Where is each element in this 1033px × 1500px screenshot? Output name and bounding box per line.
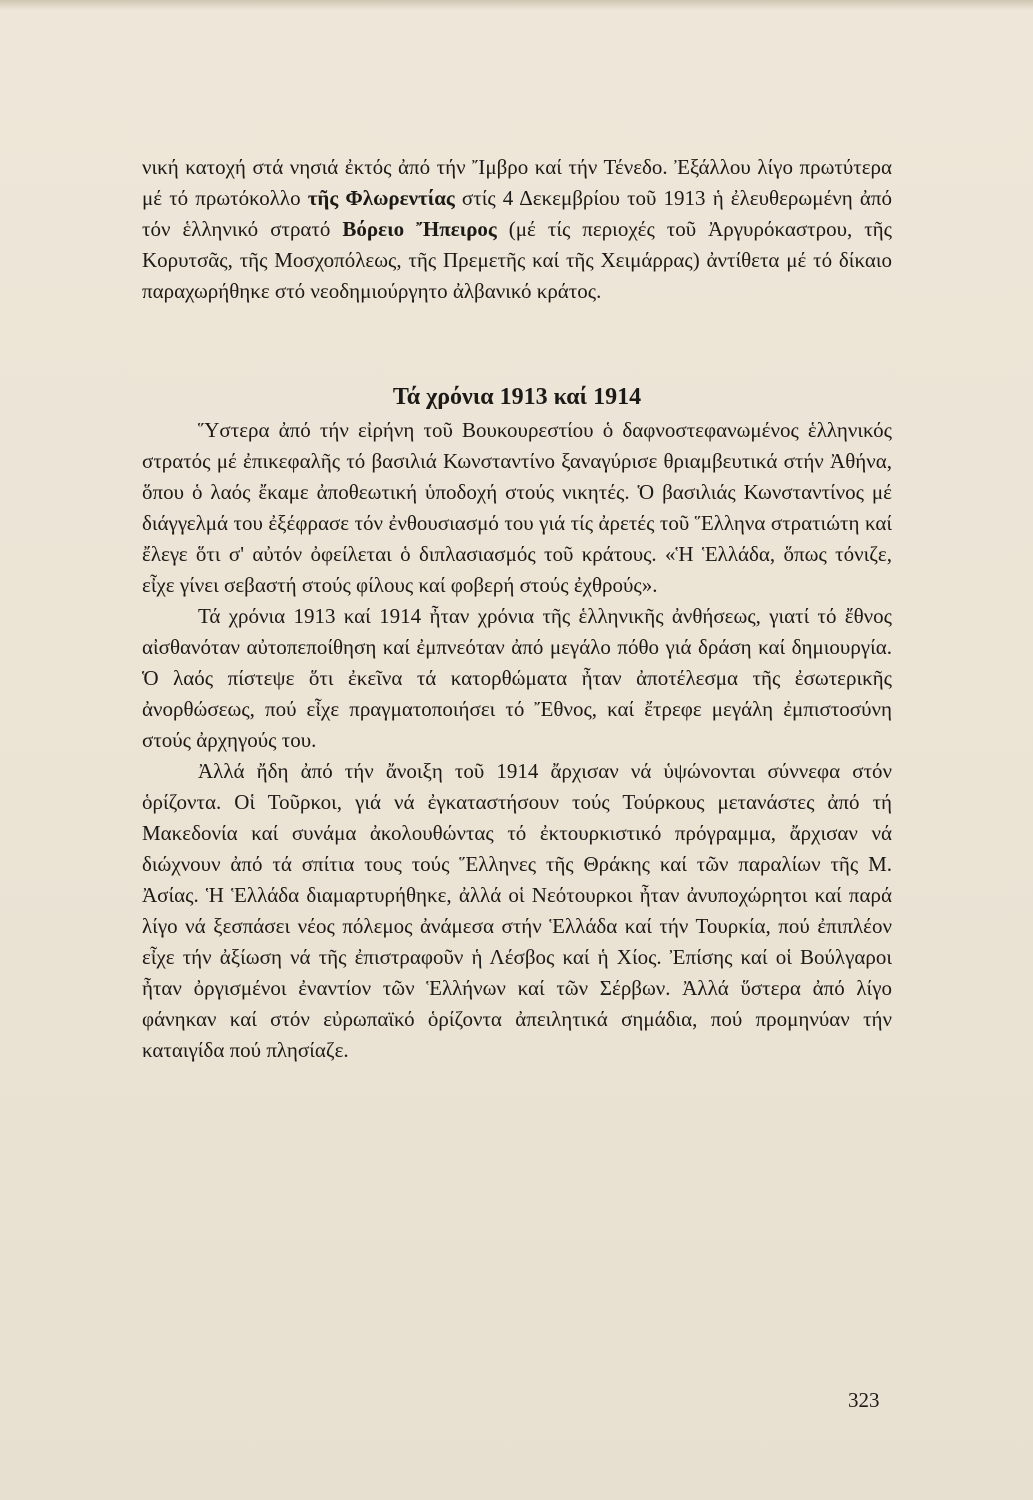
paragraph-4: Ἀλλά ἤδη ἀπό τήν ἄνοιξη τοῦ 1914 ἄρχισαν νά ὑψώνονται σύννεφα στόν ὁρίζοντα. Οἱ Τοῦρκοι, γιά νά ἐγκαταστήσουν τούς Τούρκους μετανάστες ἀπό τή Μακεδονία καί συνάμα ἀκολουθώντας τό ἐκτουρκιστικό πρόγραμμα, ἄρχισαν νά διώχνουν ἀπό τά σπίτια τους τούς Ἕλληνες τῆς Θράκης καί τῶν παραλίων τῆς Μ. Ἀσίας. Ἡ Ἑλλάδα διαμαρτυρήθηκε, ἀλλά οἱ Νεότουρκοι ἦταν ἀνυποχώρητοι καί παρά λίγο νά ξεσπάσει νέος πόλεμος ἀνάμεσα στήν Ἑλλάδα καί τήν Τουρκία, πού ἐπιπλέον εἶχε τήν ἀξίωση νά τῆς ἐπιστραφοῦν ἡ Λέσβος καί ἡ Χίος. Ἐπίσης καί οἱ Βούλγαροι ἦταν ὀργισμένοι ἐναντίον τῶν Ἑλλήνων καί τῶν Σέρβων. Ἀλλά ὕστερα ἀπό λίγο φάνηκαν καί στόν εὐρωπαϊκό ὁρίζοντα ἀπειλητικά σημάδια, πού προμηνύαν τήν καταιγίδα πού πλησίαζε. [142, 759, 892, 1062]
paragraph-3: Τά χρόνια 1913 καί 1914 ἦταν χρόνια τῆς ἑλληνικῆς ἀνθήσεως, γιατί τό ἔθνος αἰσθανόταν αὐτοπεποίθηση καί ἐμπνεόταν ἀπό μεγάλο πόθο γιά δράση καί δημιουργία. Ὁ λαός πίστεψε ὅτι ἐκεῖνα τά κατορθώματα ἦταν ἀποτέλεσμα τῆς ἐσωτερικῆς ἀνορθώσεως, πού εἶχε πραγματοποιήσει τό Ἔθνος, καί ἔτρεφε μεγάλη ἐμπιστοσύνη στούς ἀρχηγούς του. [142, 604, 892, 752]
treaty-florence-bold: τῆς Φλωρεντίας [307, 186, 455, 210]
paragraph-1-text-a: νική κατοχή στά νησιά ἐκτός ἀπό τήν Ἴμβρο καί τήν Τένεδο. Ἐξάλλου λίγο πρωτύτερα μέ τό πρωτόκολλο [142, 155, 892, 210]
paragraph-2: Ὕστερα ἀπό τήν εἰρήνη τοῦ Βουκουρεστίου ὁ δαφνοστεφανωμένος ἑλληνικός στρατός μέ ἐπικεφαλῆς τό βασιλιά Κωνσταντίνο ξαναγύρισε θριαμβευτικά στήν Ἀθήνα, ὅπου ὁ λαός ἔκαμε ἀποθεωτική ὑποδοχή στούς νικητές. Ὁ βασιλιάς Κωνσταντίνος μέ διάγγελμά του ἐξέφρασε τόν ἐνθουσιασμό του γιά τίς ἀρετές τοῦ Ἕλληνα στρατιώτη καί ἔλεγε ὅτι σ' αὐτόν ὀφείλεται ὁ διπλασιασμός τοῦ κράτους. «Ἡ Ἑλλάδα, ὅπως τόνιζε, εἶχε γίνει σεβαστή στούς φίλους καί φοβερή στούς ἐχθρούς». [142, 418, 892, 597]
paragraph-1 [142, 152, 892, 307]
northern-epirus-bold: Βόρειο Ἤπειρος [342, 217, 497, 241]
paragraph-1-text-c: (μέ τίς περιοχές τοῦ Ἀργυρόκαστρου, τῆς Κορυτσᾶς, τῆς Μοσχοπόλεως, τῆς Πρεμετῆς καί τῆς Χειμάρρας) ἀντίθετα μέ τό δίκαιο παραχωρήθηκε στό νεοδημιούργητο ἀλβανικό κράτος. [142, 217, 892, 303]
page-number: 323 [848, 1388, 880, 1412]
paragraph-1-text-b: στίς 4 Δεκεμβρίου τοῦ 1913 ἡ ἐλευθερωμένη ἀπό τόν ἑλληνικό στρατό [142, 186, 892, 241]
body-text [142, 152, 892, 1066]
section-title: Τά χρόνια 1913 καί 1914 [392, 384, 642, 410]
page-edge-shadow [0, 0, 1033, 10]
